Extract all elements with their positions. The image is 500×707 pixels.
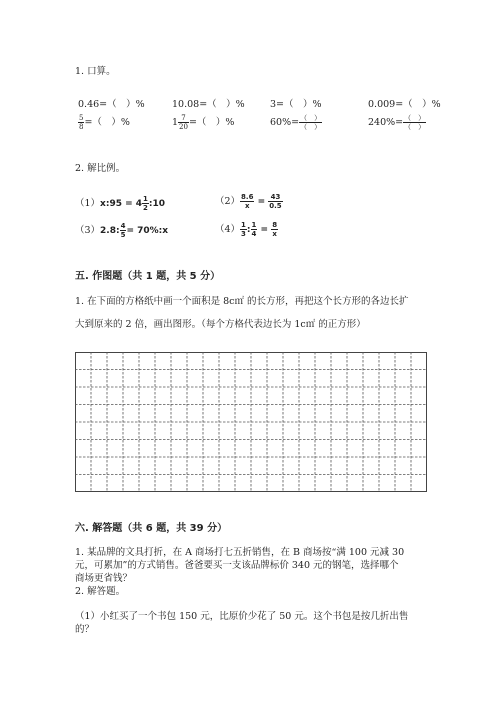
- section-2-heading: 2. 解比例。: [75, 163, 126, 174]
- section-6-title: 六. 解答题（共 6 题，共 39 分）: [75, 523, 228, 534]
- oral-item-6: 1 $\frac{7}{20}$ =（ ）%: [172, 114, 235, 131]
- proportion-1: （1）x:95 = 4 $\frac{1}{2}$ :10: [75, 195, 166, 212]
- oral-item-5: $\frac{5}{8}$ =（ ）%: [79, 114, 130, 131]
- fraction: $\frac{( )}{( )}$: [300, 114, 322, 131]
- oral-item-7: 60%= $\frac{( )}{( )}$: [270, 114, 322, 131]
- oral-item-2: 10.08=（ ）%: [172, 99, 245, 110]
- answer-q2-sub-line-1: （1）小红买了一个书包 150 元，比原价少花了 50 元。这个书包是按几折出售: [75, 611, 409, 622]
- section-1-heading: 1. 口算。: [75, 66, 116, 77]
- oral-item-4: 0.009=（ ）%: [368, 99, 441, 110]
- fraction: $\frac{5}{8}$: [79, 114, 84, 131]
- drawing-question-line-1: 1. 在下面的方格纸中画一个面积是 8c㎡ 的长方形，再把这个长方形的各边长扩: [75, 296, 409, 307]
- fraction: $\frac{7}{20}$: [179, 114, 188, 131]
- section-5-title: 五. 作图题（共 1 题，共 5 分）: [75, 271, 221, 282]
- oral-item-1: 0.46=（ ）%: [78, 99, 145, 110]
- grid-paper: [75, 352, 427, 492]
- oral-item-8: 240%= $\frac{( )}{( )}$: [368, 114, 426, 131]
- grid-paper-svg: [75, 352, 427, 492]
- fraction: $\frac{( )}{( )}$: [404, 114, 426, 131]
- answer-q1-line-1: 1. 某品牌的文具打折，在 A 商场打七五折销售，在 B 商场按“满 100 元减 30: [75, 547, 405, 558]
- drawing-question-line-2: 大到原来的 2 倍，画出图形。（每个方格代表边长为 1c㎡ 的正方形）: [75, 319, 366, 330]
- answer-q1-line-2: 元，可累加”的方式销售。爸爸要买一支该品牌标价 340 元的钢笔，选择哪个: [75, 560, 399, 571]
- proportion-3: （3）2.8: $\frac{4}{5}$ = 70%:x: [75, 222, 169, 239]
- proportion-2: （2） $\frac{8.6}{x}$ = $\frac{43}{0.5}$: [215, 193, 282, 210]
- answer-q2-sub-line-2: 的？: [75, 624, 95, 635]
- oral-item-3: 3=（ ）%: [270, 99, 322, 110]
- answer-q2: 2. 解答题。: [75, 586, 126, 597]
- proportion-4: （4） $\frac{1}{3}$ : $\frac{1}{4}$ = $\frac{8}{x}$: [215, 221, 278, 238]
- answer-q1-line-3: 商场更省钱？: [75, 573, 133, 584]
